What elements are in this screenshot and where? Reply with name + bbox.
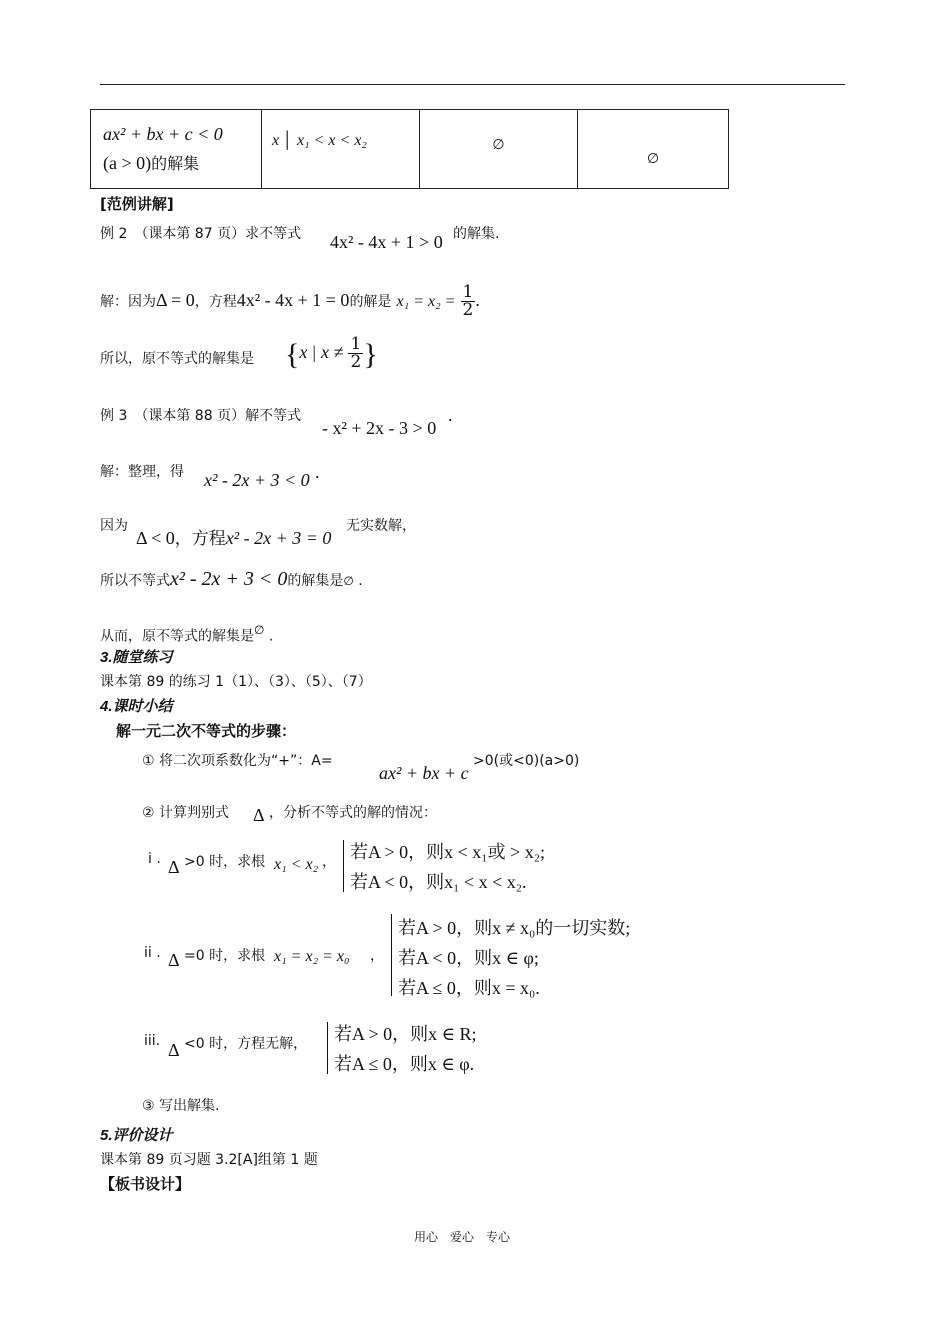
footer-text: 用心 爱心 专心 — [414, 1230, 511, 1244]
case-iii-label: iii. — [144, 1033, 161, 1049]
document-page: ax² + bx + c < 0 (a > 0)的解集 x │ x₁ < x < x₂ ∅ ∅ [范例讲解] 例 2 （课本第 87 页）求不等式 4x² - 4x + 1 > 0 的解集. 解：因为Δ = 0，方程4x² - 4x + 1 = 0的解是 x₁ = x₂ = $\frac{1}{2}$ . 所以，原不等式的解集是 {x | x ≠ $\frac{1}{2}$ } 例 3 （课本第 88 页）解不等式 - x² + 2x - 3 > 0 . 解：整理，得 x² - 2x + 3 < 0 . 因为 Δ < 0，方程x² - 2x + 3 = 0 无实数解， 所以不等式x² - 2x + 3 < 0的解集是∅ . 从而，原不等式的解集是∅ . 3.随堂练习 课本第 89 的练习 1（1）、（3）、（5）、（7） 4.课时小结 解一元二次不等式的步骤： ① 将二次项系数化为“+”：A= ax² + bx + c >0(或<0)(a>0) ② 计算判别式 Δ ，分析不等式的解的情况： i . Δ >0 时，求根 x₁ < x₂ ， 若A > 0，则x < x₁或 > x₂; 若A < 0，则x₁ < x < x₂. ii . Δ =0 时，求根 x₁ = x₂ = x₀ ， 若A > 0，则x ≠ x₀的一切实数; 若A < 0，则x ∈ φ; 若A ≤ 0，则x = x₀. iii. Δ <0 时，方程无解， 若A > 0，则x ∈ R; 若A ≤ 0，则x ∈ φ. ③ 写出解集. 5.评价设计 课本第 89 页习题 3.2[A]组第 1 题 【板书设计】 用心 爱心 专心 — [0, 0, 950, 1344]
step1-prefix: 解：整理，得 — [100, 464, 184, 480]
case-ii-label: ii . — [144, 945, 161, 961]
case-ii-roots: x₁ = x₂ = x₀ — [274, 948, 350, 965]
empty-set-icon: ∅ — [254, 623, 265, 637]
step2-prefix: 因为 — [100, 518, 128, 534]
case-i-line2: 若A < 0，则x₁ < x < x₂. — [350, 872, 527, 892]
case-iii-text: <0 时，方程无解， — [184, 1036, 308, 1052]
delta-symbol: Δ — [168, 1040, 180, 1060]
case-ii-line3: 若A ≤ 0，则x = x₀. — [398, 978, 540, 998]
table-cell-positive — [262, 110, 420, 189]
set-condition: x ≠ — [321, 342, 344, 362]
summary-step1: ① 将二次项系数化为“+”：A= — [142, 753, 333, 769]
example2-suffix: 的解集. — [453, 226, 500, 242]
summary-step2-tail: ，分析不等式的解的情况： — [269, 805, 437, 821]
board-heading: 【板书设计】 — [100, 1175, 191, 1193]
brace-icon — [343, 840, 344, 892]
case-i-roots: x₁ < x₂ — [274, 856, 319, 873]
solution-mid2: 的解是 — [349, 294, 392, 310]
step3-inequality: x² - 2x + 3 < 0 — [170, 568, 288, 590]
set-var: x — [299, 342, 308, 362]
solution-table — [90, 109, 729, 189]
case-ii-text: =0 时，求根 — [184, 948, 266, 964]
summary-heading: 4.课时小结 — [100, 698, 173, 715]
table-cell-zero — [420, 110, 578, 189]
fraction-half: $\frac{1}{2}$ — [350, 334, 362, 372]
left-brace-icon: { — [285, 338, 300, 371]
step2-equation: x² - 2x + 3 = 0 — [225, 528, 332, 548]
delta-symbol: Δ — [168, 950, 180, 970]
summary-subheading: 解一元二次不等式的步骤： — [116, 722, 297, 740]
table-row — [91, 110, 729, 189]
summary-step1-expr: ax² + bx + c — [379, 763, 469, 783]
empty-set-icon: ∅ — [492, 136, 505, 153]
solution-prefix: 解：因为 — [100, 294, 156, 310]
header-rule — [100, 84, 845, 85]
example2-solution: 解：因为Δ = 0，方程4x² - 4x + 1 = 0的解是 x₁ = x₂ = $\frac{1}{2}$ . — [100, 282, 480, 320]
example2-conclusion: 所以，原不等式的解集是 — [100, 351, 254, 367]
table-cell-negative — [578, 110, 729, 189]
table-set-interval: x │ x₁ < x < x₂ — [272, 132, 367, 149]
solution-mid: ，方程 — [194, 294, 237, 310]
right-brace-icon: } — [363, 338, 378, 371]
step2-suffix: 无实数解， — [346, 518, 416, 534]
evaluation-text: 课本第 89 页习题 3.2[A]组第 1 题 — [100, 1152, 318, 1168]
empty-set-icon: ∅ — [343, 574, 354, 588]
step3-prefix: 所以不等式 — [100, 573, 170, 589]
brace-icon — [391, 914, 392, 996]
case-i-line1: 若A > 0，则x < x₁或 > x₂; — [350, 842, 546, 862]
section-heading-examples: [范例讲解] — [100, 195, 174, 213]
example2-inequality: 4x² - 4x + 1 > 0 — [330, 232, 443, 252]
summary-step1-tail: >0(或<0)(a>0) — [473, 753, 580, 769]
delta-symbol: Δ — [253, 805, 265, 825]
case-i-label: i . — [148, 851, 161, 867]
solution-set: {x | x ≠ $\frac{1}{2}$ } — [285, 334, 378, 372]
table-label-text: 的解集 — [151, 154, 200, 173]
case-iii-line2: 若A ≤ 0，则x ∈ φ. — [334, 1054, 475, 1074]
delta-symbol: Δ — [168, 857, 180, 877]
empty-set-icon: ∅ — [646, 150, 660, 167]
fraction-half: $\frac{1}{2}$ — [462, 282, 474, 320]
practice-text: 课本第 89 的练习 1（1）、（3）、（5）、（7） — [100, 674, 372, 690]
example3-prefix: 例 3 （课本第 88 页）解不等式 — [100, 408, 302, 424]
example2-prefix: 例 2 （课本第 87 页）求不等式 — [100, 226, 302, 242]
delta-equation: Δ = 0 — [156, 290, 195, 310]
step1-inequality: x² - 2x + 3 < 0 — [204, 470, 310, 490]
summary-step3: ③ 写出解集. — [142, 1098, 220, 1114]
roots-expr: x₁ = x₂ = — [396, 293, 456, 310]
summary-step2: ② 计算判别式 — [142, 805, 230, 821]
table-label-cond: (a > 0) — [103, 153, 152, 173]
table-cell-label — [91, 110, 262, 189]
case-iii-line1: 若A > 0，则x ∈ R; — [334, 1024, 477, 1044]
step2-mid: ，方程 — [174, 529, 226, 549]
brace-icon — [327, 1022, 328, 1074]
evaluation-heading: 5.评价设计 — [100, 1127, 173, 1144]
case-ii-line2: 若A < 0，则x ∈ φ; — [398, 948, 539, 968]
quadratic-equation: 4x² - 4x + 1 = 0 — [236, 290, 350, 310]
case-i-text: >0 时，求根 — [184, 854, 266, 870]
practice-heading: 3.随堂练习 — [100, 649, 173, 666]
table-label-line1: ax² + bx + c < 0 — [103, 124, 223, 144]
step4-prefix: 从而，原不等式的解集是 — [100, 628, 254, 645]
example3-inequality: - x² + 2x - 3 > 0 — [322, 418, 437, 438]
case-ii-line1: 若A > 0，则x ≠ x₀的一切实数; — [398, 918, 631, 938]
step3-mid: 的解集是 — [287, 573, 344, 589]
delta-negative: Δ < 0 — [136, 528, 175, 548]
